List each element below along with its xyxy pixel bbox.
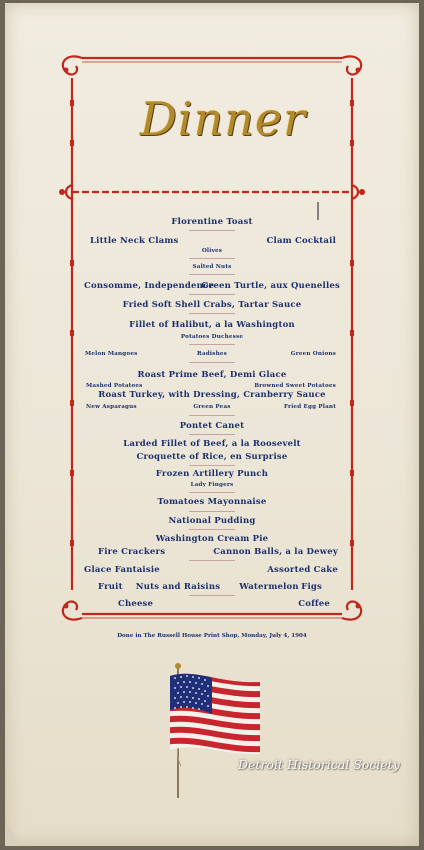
menu-item: Frozen Artillery Punch: [155, 469, 269, 479]
menu-item: Watermelon: [239, 582, 299, 592]
menu-item: Green Turtle, aux Quenelles: [201, 281, 340, 291]
menu-item: New Asparagus: [86, 404, 137, 410]
menu-item: Florentine Toast: [171, 217, 253, 227]
american-flag-icon: [150, 662, 265, 802]
menu-item: Radishes: [197, 351, 227, 357]
menu-item: Glace Fantaisie: [84, 565, 160, 575]
menu-item: Figs: [301, 582, 322, 592]
divider: [189, 465, 235, 466]
menu-item: Little Neck Clams: [90, 236, 179, 246]
menu-item: Pontet Canet: [179, 421, 245, 431]
menu-item: Green Onions: [290, 351, 336, 357]
menu-item: Fruit: [98, 582, 123, 592]
menu-item: Assorted Cake: [267, 565, 338, 575]
menu-item: Nuts and Raisins: [135, 582, 221, 592]
menu-item: Cheese: [118, 599, 154, 609]
menu-title: Dinner: [140, 92, 307, 146]
divider: [189, 344, 235, 345]
watermark: Detroit Historical Society: [238, 757, 400, 772]
menu-item: Fried Egg Plant: [283, 404, 336, 410]
menu-item: Melon Mangoes: [85, 351, 138, 357]
menu-item: Olives: [201, 248, 223, 254]
divider: [189, 313, 235, 314]
divider: [189, 492, 235, 493]
menu-item: Tomatoes Mayonnaise: [157, 497, 267, 507]
menu-item: Clam Cocktail: [266, 236, 336, 246]
menu-item: Green Peas: [193, 404, 231, 410]
divider: [189, 511, 235, 512]
menu-item: Larded Fillet of Beef, a la Roosevelt: [123, 439, 301, 449]
printer-credit: Done in The Russell House Print Shop, Monday, July 4, 1904: [117, 633, 307, 639]
menu-item: Mashed Potatoes: [86, 383, 143, 389]
menu-item: Consomme, Independence: [84, 281, 214, 291]
divider: [189, 230, 235, 231]
menu-item: Roast Turkey, with Dressing, Cranberry Sauce: [98, 390, 326, 400]
divider: [189, 415, 235, 416]
menu-item: Fire Crackers: [98, 547, 166, 557]
menu-item: Fried Soft Shell Crabs, Tartar Sauce: [122, 300, 302, 310]
menu-item: Roast Prime Beef, Demi Glace: [137, 370, 287, 380]
divider: [189, 362, 235, 363]
divider: [189, 434, 235, 435]
divider: [189, 294, 235, 295]
menu-item: National Pudding: [168, 516, 256, 526]
divider: [189, 258, 235, 259]
menu-item: Salted Nuts: [192, 264, 232, 270]
menu-item: Coffee: [298, 599, 330, 609]
divider: [189, 274, 235, 275]
menu-item: Lady Fingers: [190, 482, 234, 488]
menu-item: Potatoes Duchesse: [180, 334, 244, 340]
divider: [189, 529, 235, 530]
divider: [189, 595, 235, 596]
menu-item: Cannon Balls, a la Dewey: [213, 547, 338, 557]
menu-item: Croquette of Rice, en Surprise: [136, 452, 288, 462]
menu-item: Browned Sweet Potatoes: [254, 383, 336, 389]
menu-item: Fillet of Halibut, a la Washington: [129, 320, 295, 330]
menu-item: Washington Cream Pie: [155, 534, 269, 544]
divider: [189, 560, 235, 561]
